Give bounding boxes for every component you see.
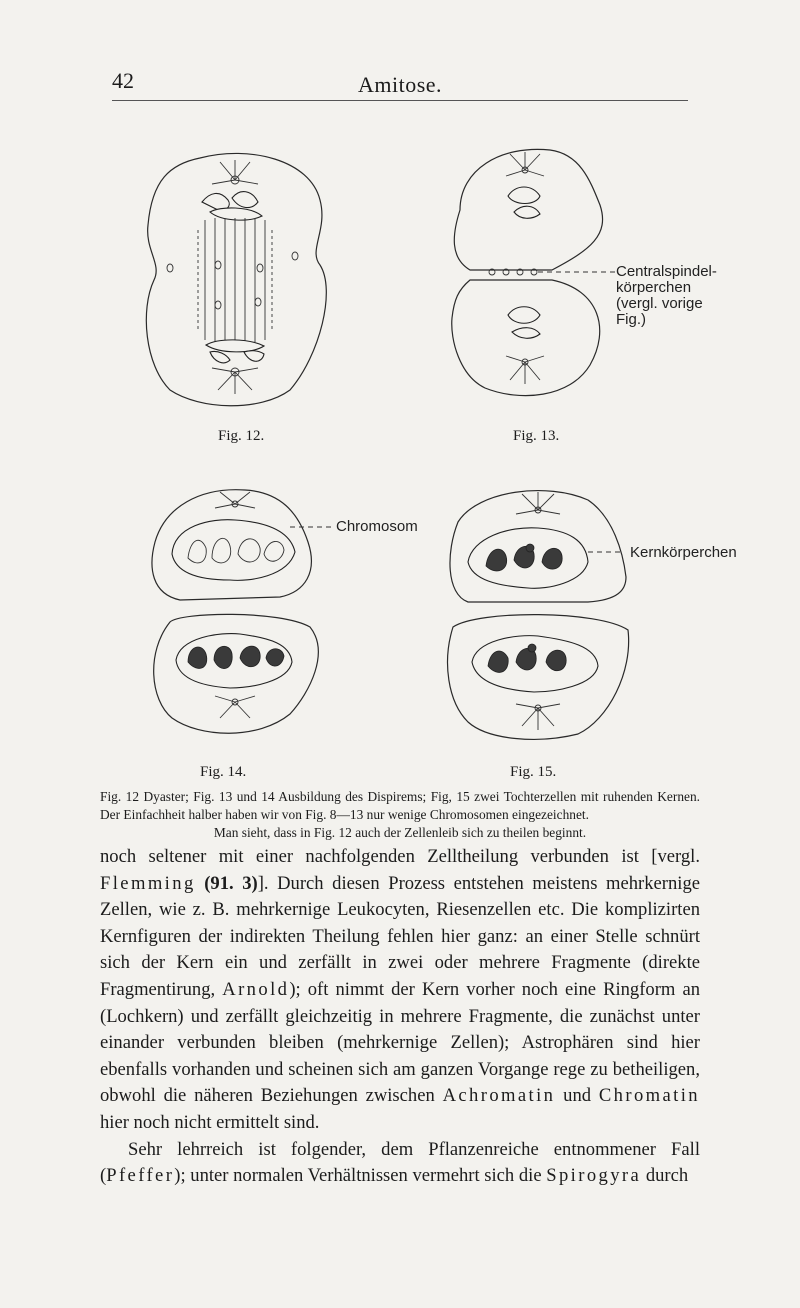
term-achromatin: Achromatin — [442, 1085, 556, 1107]
text-run: Sehr lehrreich ist folgender, dem Pflanzenreiche entnommener Fall ( — [100, 1138, 700, 1187]
text-run: hier noch nicht ermittelt sind. — [100, 1111, 320, 1133]
figure-15-callout: Kernkörperchen — [630, 544, 737, 561]
paragraph-1 — [100, 844, 700, 1137]
figure-13-illustration — [440, 140, 640, 410]
author-pfeffer: Pfeffer — [106, 1165, 175, 1187]
figure-13-label: Fig. 13. — [513, 428, 560, 444]
figure-15-label: Fig. 15. — [510, 764, 557, 780]
term-chromatin: Chromatin — [598, 1085, 700, 1107]
author-arnold: Arnold — [222, 978, 290, 1000]
paragraph-2 — [100, 1137, 700, 1190]
citation-ref: (91. 3) — [195, 872, 258, 894]
caption-line-2: Man sieht, dass in Fig. 12 auch der Zellenleib sich zu theilen beginnt. — [213, 825, 587, 840]
figure-14-label: Fig. 14. — [200, 764, 247, 780]
text-run: ]. Durch diesen Prozess entstehen meistens mehrkernige Zellen, wie z. B. mehrkernige Leukocyten, Riesenzellen etc. Die komplizirten Kernfiguren der indirekten Theilung fehlen hier ganz: an einer Stelle schnürt sich der Kern ein und zerfällt in zwei oder mehrere Fragmente (direkte Fragmentirung, — [100, 872, 700, 1000]
running-head: Amitose. — [357, 72, 443, 97]
text-run: ); unter normalen Verhältnissen vermehrt sich die — [174, 1165, 547, 1187]
figure-12-label: Fig. 12. — [218, 428, 265, 444]
text-run: durch — [641, 1165, 689, 1187]
page-number: 42 — [112, 68, 134, 93]
text-run: und — [555, 1085, 599, 1107]
figure-14-callout: Chromosom — [336, 518, 418, 535]
figure-caption — [100, 788, 700, 842]
figure-13-callout: Centralspindel- körperchen (vergl. vorige Fig.) — [616, 263, 717, 328]
term-spirogyra: Spirogyra — [546, 1165, 642, 1187]
header-rule — [112, 100, 688, 101]
figure-12-illustration — [140, 140, 330, 415]
author-flemming: Flemming — [100, 872, 196, 894]
text-run: noch seltener mit einer nachfolgenden Zelltheilung verbunden ist [vergl. — [100, 846, 700, 867]
body-text — [100, 844, 700, 1190]
figure-14-illustration — [140, 482, 330, 742]
text-run: ); oft nimmt der Kern vorher noch eine Ringform an (Lochkern) und zerfällt gleichzeitig in mehrere Fragmente, die zunächst unter einander verbunden bleiben (mehrkernige Zellen); Astrophären sind hier ebenfalls vorhanden und scheinen sich am ganzen Vorgange rege zu betheiligen, obwohl die näheren Beziehungen zwischen — [100, 978, 701, 1107]
caption-line-1: Fig. 12 Dyaster; Fig. 13 und 14 Ausbildung des Dispirems; Fig, 15 zwei Tochterzellen mit ruhenden Kernen. Der Einfachheit halber haben wir von Fig. 8—13 nur wenige Chromosomen eingezeichnet. — [100, 789, 700, 822]
figure-15-illustration — [438, 482, 638, 744]
